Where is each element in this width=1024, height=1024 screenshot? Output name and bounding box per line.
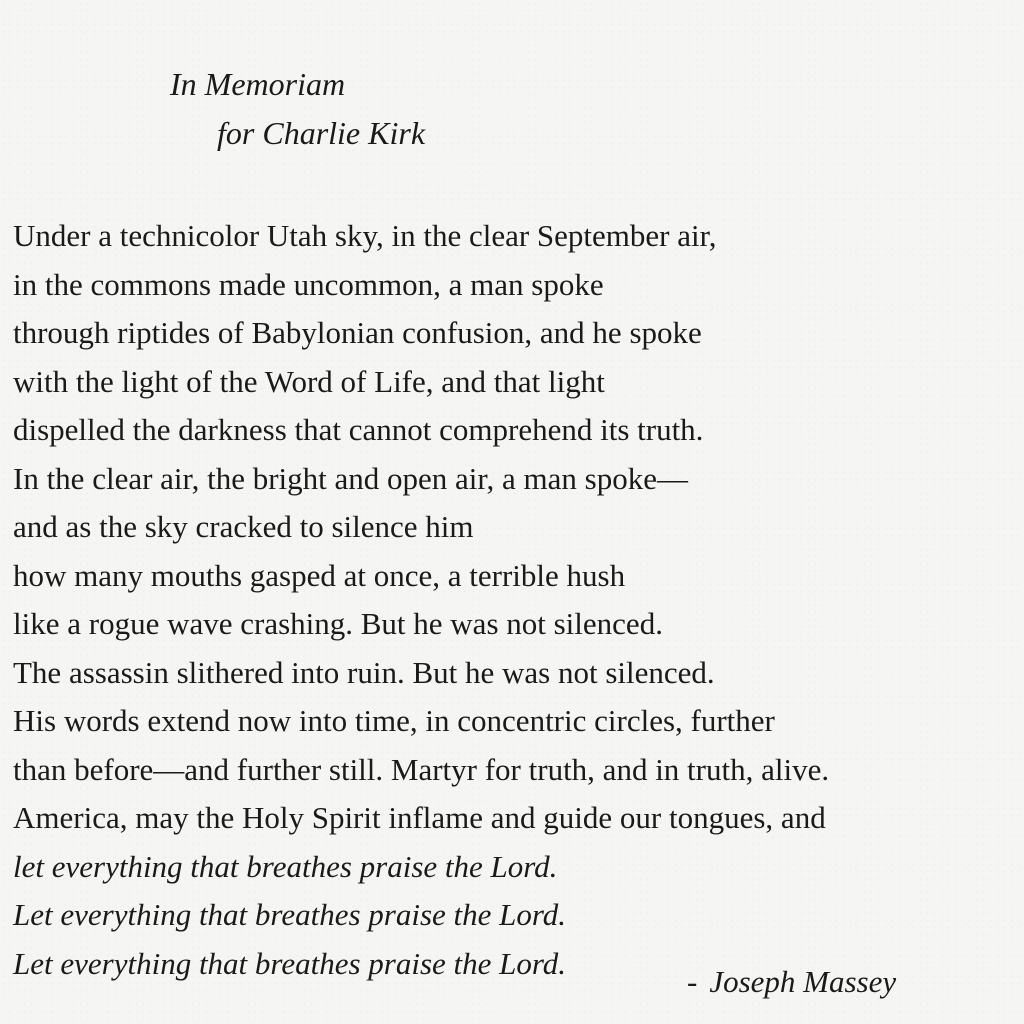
poem-body [13, 212, 1018, 988]
poem-dedication: for Charlie Kirk [217, 115, 426, 151]
poem-line: how many mouths gasped at once, a terrible hush [13, 557, 626, 593]
poem-line: like a rogue wave crashing. But he was not silenced. [13, 606, 663, 641]
poem-line: through riptides of Babylonian confusion, and he spoke [13, 315, 702, 350]
poem-line: The assassin slithered into ruin. But he was not silenced. [13, 654, 715, 690]
poem-line: and as the sky cracked to silence him [13, 509, 474, 544]
poem-attribution [687, 966, 896, 997]
poem-line: America, may the Holy Spirit inflame and guide our tongues, and [13, 800, 826, 835]
poem-refrain-line: Let everything that breathes praise the Lord. [13, 945, 567, 981]
author-name: Joseph Massey [709, 964, 897, 999]
poem-title: In Memoriam [170, 66, 346, 102]
poem-line: dispelled the darkness that cannot comprehend its truth. [13, 412, 704, 447]
poem-line: in the commons made uncommon, a man spoke [13, 266, 604, 302]
poem-line: Under a technicolor Utah sky, in the clear September air, [13, 218, 717, 253]
poem-refrain-line: Let everything that breathes praise the Lord. [13, 897, 567, 932]
poem-line: In the clear air, the bright and open air, a man spoke— [13, 460, 688, 496]
poem-line: with the light of the Word of Life, and that light [13, 363, 605, 399]
attribution-dash: - [687, 964, 698, 999]
poem-line: than before—and further still. Martyr for truth, and in truth, alive. [13, 751, 830, 787]
poem-line: His words extend now into time, in concentric circles, further [13, 703, 775, 738]
poem-refrain-line: let everything that breathes praise the Lord. [13, 848, 558, 884]
